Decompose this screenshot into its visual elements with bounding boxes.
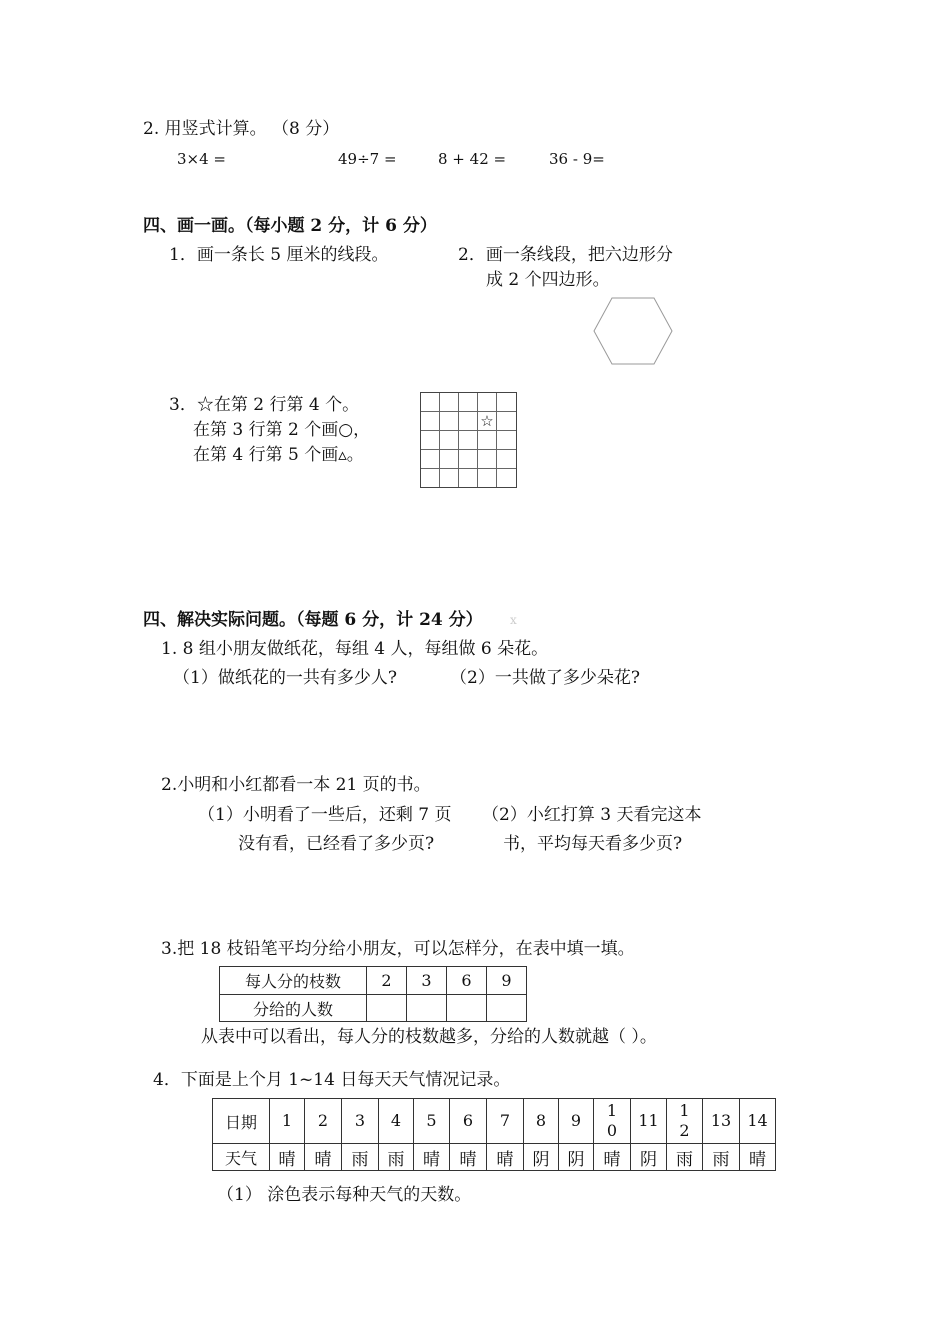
weather-cell: 阴 — [559, 1144, 594, 1171]
weather-cell: 阴 — [631, 1144, 667, 1171]
table-cell: 3 — [407, 967, 447, 995]
draw-item-3-line1: 3．☆在第 2 行第 4 个。 — [169, 395, 360, 415]
problem-4-sub1: （1） 涂色表示每种天气的天数。 — [217, 1185, 472, 1205]
table-cell: 9 — [487, 967, 527, 995]
table-blank-cell[interactable] — [407, 995, 447, 1022]
table-row2-label: 分给的人数 — [220, 995, 367, 1022]
problem-2-sub1-line2: 没有看，已经看了多少页? — [238, 834, 435, 854]
draw-item-3-line2: 在第 3 行第 2 个画○， — [193, 420, 371, 440]
date-cell: 1 2 — [667, 1099, 703, 1144]
weather-cell: 雨 — [703, 1144, 740, 1171]
date-cell: 1 0 — [594, 1099, 631, 1144]
weather-cell: 晴 — [305, 1144, 342, 1171]
problem-1-sub2: （2）一共做了多少朵花? — [450, 668, 640, 688]
weather-cell: 晴 — [740, 1144, 776, 1171]
weather-cell: 晴 — [594, 1144, 631, 1171]
problem-2-sub1-line1: （1）小明看了一些后，还剩 7 页 — [198, 805, 452, 825]
date-cell: 14 — [740, 1099, 776, 1144]
watermark-mark: x — [510, 613, 517, 627]
draw-section-heading: 四、画一画。（每小题 2 分，计 6 分） — [143, 216, 437, 236]
problem-1-stem: 1. 8 组小朋友做纸花，每组 4 人，每组做 6 朵花。 — [161, 639, 549, 659]
position-grid — [420, 392, 517, 488]
weather-record-table — [212, 1098, 776, 1171]
weather-cell: 阴 — [524, 1144, 559, 1171]
hexagon-figure — [592, 296, 674, 366]
date-cell: 9 — [559, 1099, 594, 1144]
weather-cell: 雨 — [667, 1144, 703, 1171]
date-cell: 1 — [270, 1099, 305, 1144]
weather-cell: 雨 — [342, 1144, 379, 1171]
problem-2-stem: 2.小明和小红都看一本 21 页的书。 — [161, 775, 431, 795]
date-row-label: 日期 — [213, 1099, 270, 1144]
weather-cell: 晴 — [414, 1144, 450, 1171]
q2-item-3: 8 + 42 = — [438, 150, 507, 168]
draw-item-2-line2: 成 2 个四边形。 — [486, 270, 610, 290]
table-blank-cell[interactable] — [487, 995, 527, 1022]
date-cell: 6 — [450, 1099, 487, 1144]
date-cell: 13 — [703, 1099, 740, 1144]
problem-4-stem: 4．下面是上个月 1~14 日每天天气情况记录。 — [153, 1070, 511, 1090]
date-cell: 3 — [342, 1099, 379, 1144]
weather-cell: 晴 — [450, 1144, 487, 1171]
weather-cell: 雨 — [379, 1144, 414, 1171]
problem-1-sub1: （1）做纸花的一共有多少人? — [173, 668, 397, 688]
table-blank-cell[interactable] — [447, 995, 487, 1022]
date-cell: 8 — [524, 1099, 559, 1144]
weather-cell: 晴 — [270, 1144, 305, 1171]
date-cell: 11 — [631, 1099, 667, 1144]
problem-2-sub2-line1: （2）小红打算 3 天看完这本 — [482, 805, 702, 825]
q2-item-2: 49÷7 = — [338, 150, 397, 168]
problem-3-stem: 3.把 18 枝铅笔平均分给小朋友，可以怎样分，在表中填一填。 — [161, 939, 635, 959]
table-cell: 6 — [447, 967, 487, 995]
pencil-distribution-table — [219, 966, 527, 1022]
weather-row-label: 天气 — [213, 1144, 270, 1171]
draw-item-2-line1: 2．画一条线段，把六边形分 — [458, 245, 673, 265]
table-row1-label: 每人分的枝数 — [220, 967, 367, 995]
star-icon: ☆ — [480, 412, 494, 430]
date-cell: 5 — [414, 1099, 450, 1144]
q2-item-1: 3×4 = — [177, 150, 226, 168]
table-blank-cell[interactable] — [367, 995, 407, 1022]
draw-item-3-line3: 在第 4 行第 5 个画▵。 — [193, 445, 364, 465]
q2-title: 2. 用竖式计算。 （8 分） — [143, 119, 340, 139]
date-cell: 4 — [379, 1099, 414, 1144]
problem-2-sub2-line2: 书，平均每天看多少页? — [503, 834, 683, 854]
solve-section-heading: 四、解决实际问题。（每题 6 分，计 24 分） — [143, 610, 483, 630]
problem-3-conclusion: 从表中可以看出，每人分的枝数越多，分给的人数就越（ ）。 — [201, 1027, 657, 1047]
q2-item-4: 36 - 9= — [549, 150, 605, 168]
table-cell: 2 — [367, 967, 407, 995]
date-cell: 2 — [305, 1099, 342, 1144]
weather-cell: 晴 — [487, 1144, 524, 1171]
draw-item-1: 1．画一条长 5 厘米的线段。 — [169, 245, 389, 265]
date-cell: 7 — [487, 1099, 524, 1144]
